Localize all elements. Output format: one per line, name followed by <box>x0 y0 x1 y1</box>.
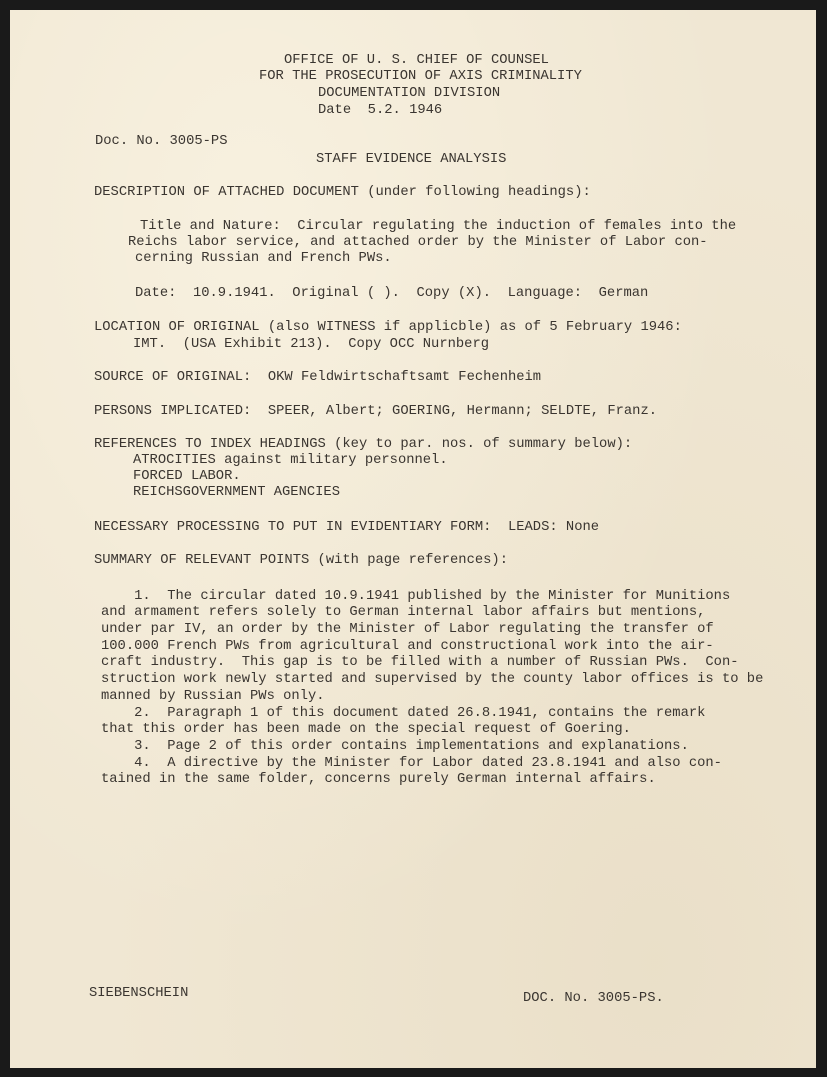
analyst-name: SIEBENSCHEIN <box>89 986 189 1001</box>
title-nature-line: Reichs labor service, and attached order by the Minister of Labor con- <box>128 235 708 250</box>
title-nature-line: cerning Russian and French PWs. <box>135 251 392 266</box>
processing-line: NECESSARY PROCESSING TO PUT IN EVIDENTIARY FORM: LEADS: None <box>94 520 600 535</box>
summary-line: 100.000 French PWs from agricultural and constructional work into the air- <box>101 639 714 654</box>
summary-heading: SUMMARY OF RELEVANT POINTS (with page references): <box>94 553 508 568</box>
summary-line: struction work newly started and supervised by the county labor offices is to be <box>101 672 764 687</box>
summary-line: 4. A directive by the Minister for Labor dated 23.8.1941 and also con- <box>101 756 722 771</box>
summary-line: 1. The circular dated 10.9.1941 published by the Minister for Munitions <box>101 589 731 604</box>
summary-line: 2. Paragraph 1 of this document dated 26.8.1941, contains the remark <box>101 706 706 721</box>
description-heading: DESCRIPTION OF ATTACHED DOCUMENT (under following headings): <box>94 185 591 200</box>
reference-item: FORCED LABOR. <box>133 469 241 484</box>
document-page <box>10 10 816 1068</box>
date-line: Date: 10.9.1941. Original ( ). Copy (X). Language: German <box>135 286 649 301</box>
title-nature-line: Title and Nature: Circular regulating the induction of females into the <box>140 219 737 234</box>
summary-line: 3. Page 2 of this order contains implementations and explanations. <box>101 739 689 754</box>
summary-line: tained in the same folder, concerns purely German internal affairs. <box>101 772 656 787</box>
header-date: Date 5.2. 1946 <box>318 103 443 118</box>
source-line: SOURCE OF ORIGINAL: OKW Feldwirtschaftsamt Fechenheim <box>94 370 542 385</box>
location-line: LOCATION OF ORIGINAL (also WITNESS if applicble) as of 5 February 1946: <box>94 320 682 335</box>
document-title: STAFF EVIDENCE ANALYSIS <box>316 152 507 167</box>
header-line-3: DOCUMENTATION DIVISION <box>318 86 501 101</box>
summary-line: craft industry. This gap is to be filled with a number of Russian PWs. Con- <box>101 655 739 670</box>
summary-line: manned by Russian PWs only. <box>101 689 325 704</box>
header-line-2: FOR THE PROSECUTION OF AXIS CRIMINALITY <box>259 69 582 84</box>
reference-item: REICHSGOVERNMENT AGENCIES <box>133 485 340 500</box>
doc-number: Doc. No. 3005-PS <box>95 134 228 149</box>
references-heading: REFERENCES TO INDEX HEADINGS (key to par. nos. of summary below): <box>94 437 633 452</box>
header-line-1: OFFICE OF U. S. CHIEF OF COUNSEL <box>284 53 549 68</box>
reference-item: ATROCITIES against military personnel. <box>133 453 448 468</box>
summary-line: and armament refers solely to German internal labor affairs but mentions, <box>101 605 706 620</box>
summary-line: that this order has been made on the special request of Goering. <box>101 722 631 737</box>
persons-line: PERSONS IMPLICATED: SPEER, Albert; GOERING, Hermann; SELDTE, Franz. <box>94 404 658 419</box>
location-line: IMT. (USA Exhibit 213). Copy OCC Nurnberg <box>133 337 490 352</box>
summary-line: under par IV, an order by the Minister of Labor regulating the transfer of <box>101 622 714 637</box>
footer-doc-number: DOC. No. 3005-PS. <box>523 991 664 1006</box>
